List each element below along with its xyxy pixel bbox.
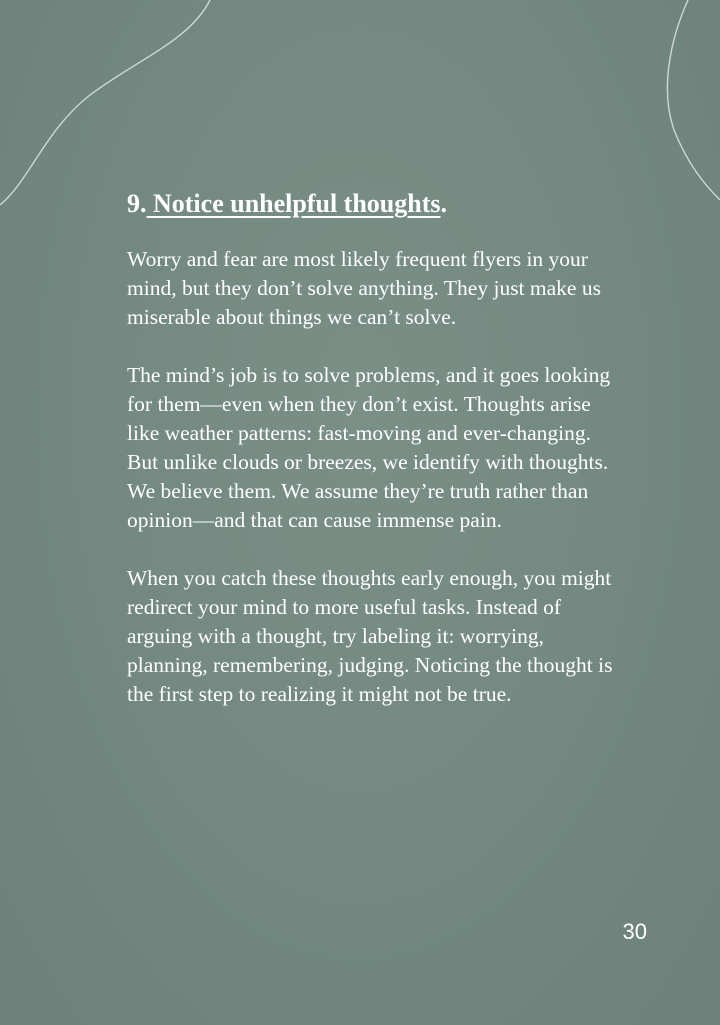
paragraph-3: When you catch these thoughts early enough, you might redirect your mind to more useful tasks. Instead of arguing with a thought, try labeling it: worrying, planning, remembering, judging. Noticing the thought is the first step to realizing it might not be true. bbox=[127, 566, 613, 706]
paragraph-2: The mind’s job is to solve problems, and it goes looking for them—even when they don’t exist. Thoughts arise like weather patterns: fast-moving and ever-changing. But unlike clouds or breezes, we identify with thoughts. We believe them. We assume they’re truth rather than opinion—and that can cause immense pain. bbox=[127, 363, 611, 532]
decorative-curve-right bbox=[667, 0, 720, 200]
section-heading bbox=[127, 186, 447, 222]
paragraph-1: Worry and fear are most likely frequent flyers in your mind, but they don’t solve anything. They just make us miserable about things we can’t solve. bbox=[127, 247, 601, 329]
heading-number: 9. bbox=[127, 189, 147, 218]
body-text bbox=[127, 245, 617, 738]
heading-title: Notice unhelpful thoughts bbox=[146, 189, 441, 218]
decorative-curve-left bbox=[0, 0, 210, 205]
heading-period: . bbox=[440, 189, 447, 218]
page-number: 30 bbox=[622, 919, 647, 944]
